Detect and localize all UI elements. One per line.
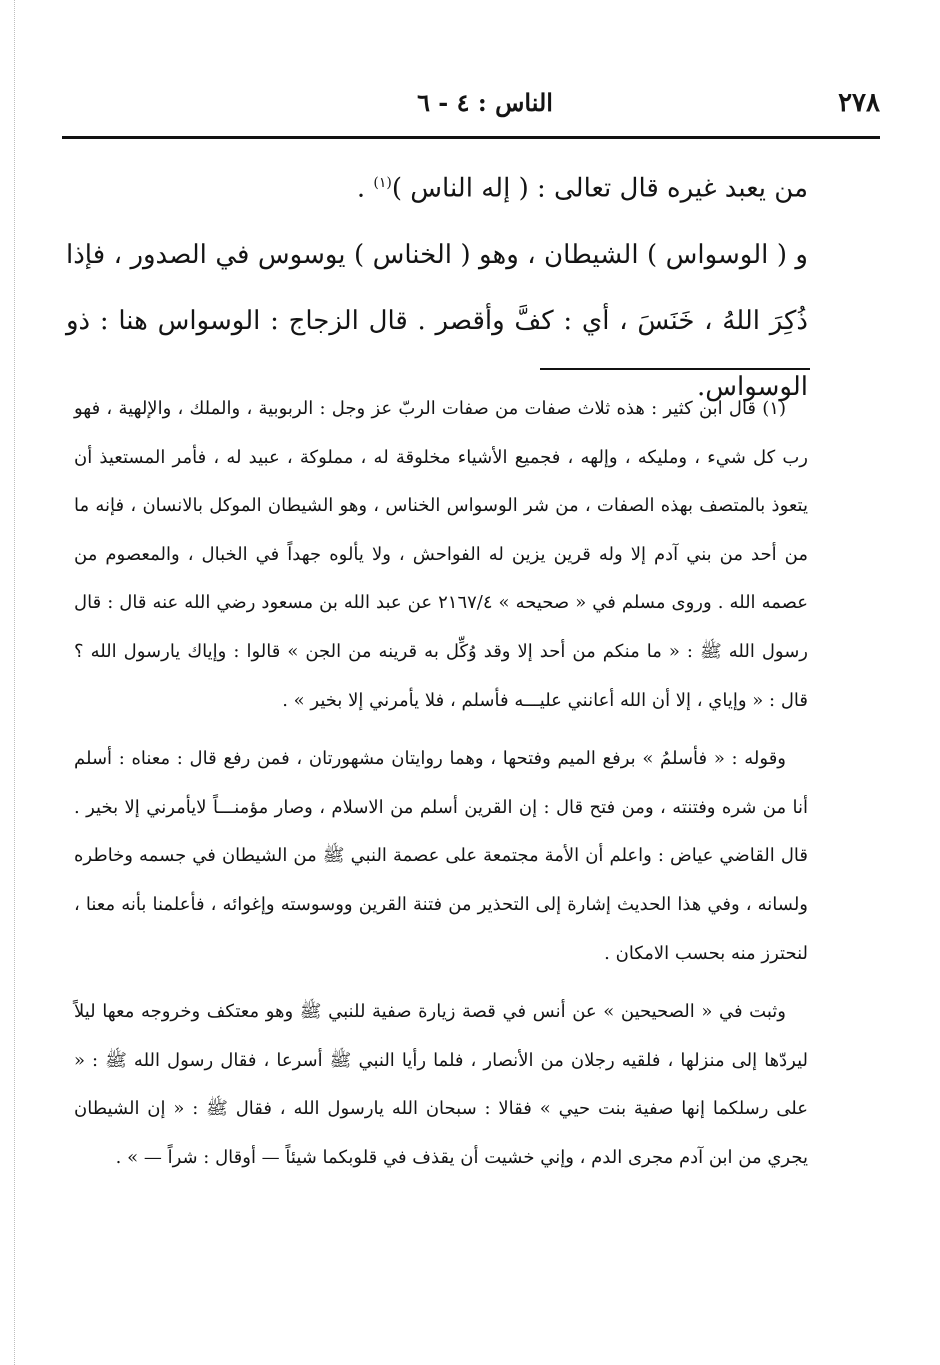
page-number: ٢٧٨ [838,88,880,118]
main-line-1-text: من يعبد غيره قال تعالى : ( إله الناس ) [391,173,808,204]
main-line-1 [66,150,808,222]
footnotes [74,385,808,1183]
footnote-rule [540,368,810,370]
page-header [60,88,880,128]
footnote-paragraph-3: وثبت في « الصحيحين » عن أنس في قصة زيارة صفية للنبي ﷺ وهو معتكف وخروجه معها ليلاً ليردّها إلى منزلها ، فلقيه رجلان من الأنصار ، فلما رأيا النبي ﷺ أسرعا ، فقال رسول الله ﷺ : « على رسلكما إنها صفية بنت حيي » فقالا : سبحان الله يارسول الله ، فقال ﷺ : « إن الشيطان يجري من ابن آدم مجرى الدم ، وإني خشيت أن يقذف في قلوبكما شيئاً — أوقال : شراً — » . [74,1001,808,1168]
footnote-reference: (١) [373,175,392,191]
main-line-1-end: . [356,173,366,204]
footnote-paragraph-2: وقوله : « فأسلمُ » برفع الميم وفتحها ، وهما روايتان مشهورتان ، فمن رفع قال : معناه : أسلم أنا من شره وفتنته ، ومن فتح قال : إن القرين أسلم من الاسلام ، وصار مؤمنـــاً لايأمرني إلا بخير . قال القاضي عياض : واعلم أن الأمة مجتمعة على عصمة النبي ﷺ من الشيطان في جسمه وخاطره ولسانه ، وفي هذا الحديث إشارة إلى التحذير من فتنة القرين ووسوسته وإغوائه ، فأعلمنا بأنه معنا ، لنحترز منه بحسب الامكان . [74,748,808,964]
running-title: الناس : ٤ - ٦ [417,88,553,117]
footnote-paragraph-1: (١) قال ابن كثير : هذه ثلاث صفات من صفات الربّ عز وجل : الربوبية ، والملك ، والإلهية ، فهو رب كل شيء ، ومليكه ، وإلهه ، فجميع الأشياء مخلوقة له ، مملوكة ، عبيد له ، فأمر المستعيذ أن يتعوذ بالمتصف بهذه الصفات ، من شر الوسواس الخناس ، وهو الشيطان الموكل بالانسان ، فإنه ما من أحد من بني آدم إلا وله قرين يزين له الفواحش ، ولا يألوه جهداً في الخبال ، والمعصوم من عصمه الله . وروى مسلم في « صحيحه » ٢١٦٧/٤ عن عبد الله بن مسعود رضي الله عنه قال : قال رسول الله ﷺ : « ما منكم من أحد إلا وقد وُكِّل به قرينه من الجن » قالوا : وإياك يارسول الله ؟ قال : « وإياي ، إلا أن الله أعانني عليـــه فأسلم ، فلا يأمرني إلا بخير » . [74,398,808,711]
header-rule [62,136,880,139]
scan-margin-line [14,0,15,1365]
main-text [66,150,808,420]
main-paragraph-2: و ( الوسواس ) الشيطان ، وهو ( الخناس ) يوسوس في الصدور ، فإذا ذُكِرَ اللهُ ، خَنَسَ ، أي : كفَّ وأقصر . قال الزجاج : الوسواس هنا : ذو الوسواس. [66,239,808,402]
